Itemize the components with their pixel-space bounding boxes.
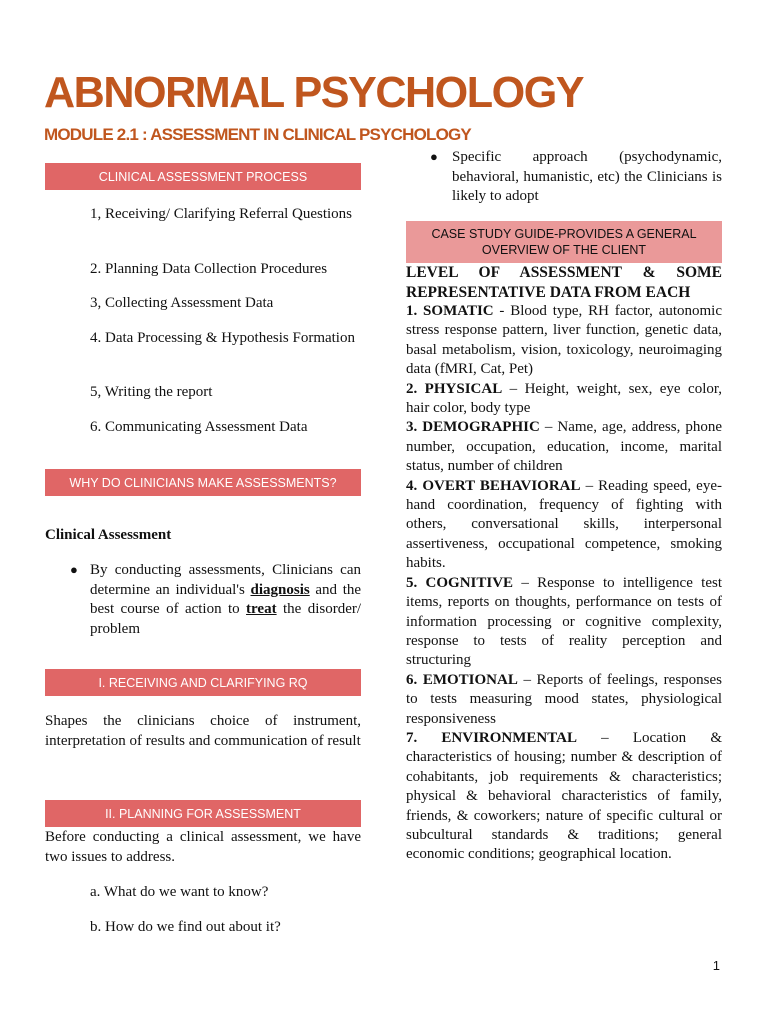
bullet-specific-approach: Specific approach (psychodynamic, behavioral, humanistic, etc) the Clinicians is likely to adopt	[452, 149, 722, 204]
level-item-overt-behavioral: 4. OVERT BEHAVIORAL – Reading speed, eye-hand coordination, frequency of fighting with others, conversational skills, interpersonal assertiveness, occupational competence, smoking habits.	[406, 477, 722, 572]
banner-receiving-rq: I. RECEIVING AND CLARIFYING RQ	[45, 669, 361, 696]
question-b: b. How do we find out about it?	[90, 919, 281, 935]
step-4: 4. Data Processing & Hypothesis Formation	[90, 330, 355, 346]
level-item-physical: 2. PHYSICAL – Height, weight, sex, eye color, hair color, body type	[406, 380, 722, 417]
level-item-emotional: 6. EMOTIONAL – Reports of feelings, responses to tests measuring mood states, physiological responsiveness	[406, 671, 723, 727]
step-1: 1, Receiving/ Clarifying Referral Questions	[90, 206, 353, 222]
level-heading: LEVEL OF ASSESSMENT & SOME REPRESENTATIVE DATA FROM EACH	[406, 264, 722, 301]
level-item-demographic: 3. DEMOGRAPHIC – Name, age, address, phone number, occupation, education, income, marital status, number of children	[406, 419, 723, 475]
step-5: 5, Writing the report	[90, 384, 213, 400]
diagnosis-term: diagnosis	[250, 581, 310, 598]
banner-clinical-assessment-process: CLINICAL ASSESSMENT PROCESS	[45, 163, 361, 190]
page-number: 1	[712, 958, 720, 973]
before-paragraph: Before conducting a clinical assessment, we have two issues to address.	[45, 829, 361, 865]
banner-why-assessments: WHY DO CLINICIANS MAKE ASSESSMENTS?	[45, 469, 361, 496]
banner-planning-assessment: II. PLANNING FOR ASSESSMENT	[45, 800, 361, 827]
step-3: 3, Collecting Assessment Data	[90, 295, 274, 311]
question-a: a. What do we want to know?	[90, 884, 269, 900]
clinical-assessment-heading: Clinical Assessment	[45, 527, 172, 543]
step-6: 6. Communicating Assessment Data	[90, 419, 308, 435]
banner-case-study-guide: CASE STUDY GUIDE-PROVIDES A GENERAL OVERVIEW OF THE CLIENT	[406, 221, 722, 263]
level-item-cognitive: 5. COGNITIVE – Response to intelligence test items, reports on thoughts, performance on tests of information processing or cognitive complexity, response to tests of reality perception and structuring	[406, 574, 722, 669]
step-2: 2. Planning Data Collection Procedures	[90, 261, 328, 277]
shapes-paragraph: Shapes the clinicians choice of instrument, interpretation of results and communication of result	[45, 713, 361, 749]
module-subtitle: MODULE 2.1 : ASSESSMENT IN CLINICAL PSYCHOLOGY	[44, 125, 471, 144]
level-item-environmental: 7. ENVIRONMENTAL – Location & characteristics of housing; number & description of cohabitants, job requirements & characteristics; physical & behavioral characteristics of family, friends, & coworkers; nature of specific cultural or subcultural standards & traditions; general economic conditions; geographical location.	[406, 729, 722, 863]
treat-term: treat	[246, 601, 277, 617]
bullet-dot-icon: ●	[430, 149, 438, 164]
level-item-somatic: 1. SOMATIC - Blood type, RH factor, autonomic stress response pattern, liver function, genetic data, basal metabolism, vision, toxicology, neuroimaging data (fMRI, Cat, Pet)	[406, 303, 723, 378]
bullet-clinical-assessment: By conducting assessments, Clinicians can determine an individual's diagnosis and the best course of action to treat the disorder/ problem	[90, 562, 362, 637]
bullet-dot-icon: ●	[70, 562, 78, 577]
level-of-assessment-section	[406, 263, 722, 865]
document-title: ABNORMAL PSYCHOLOGY	[44, 68, 584, 117]
